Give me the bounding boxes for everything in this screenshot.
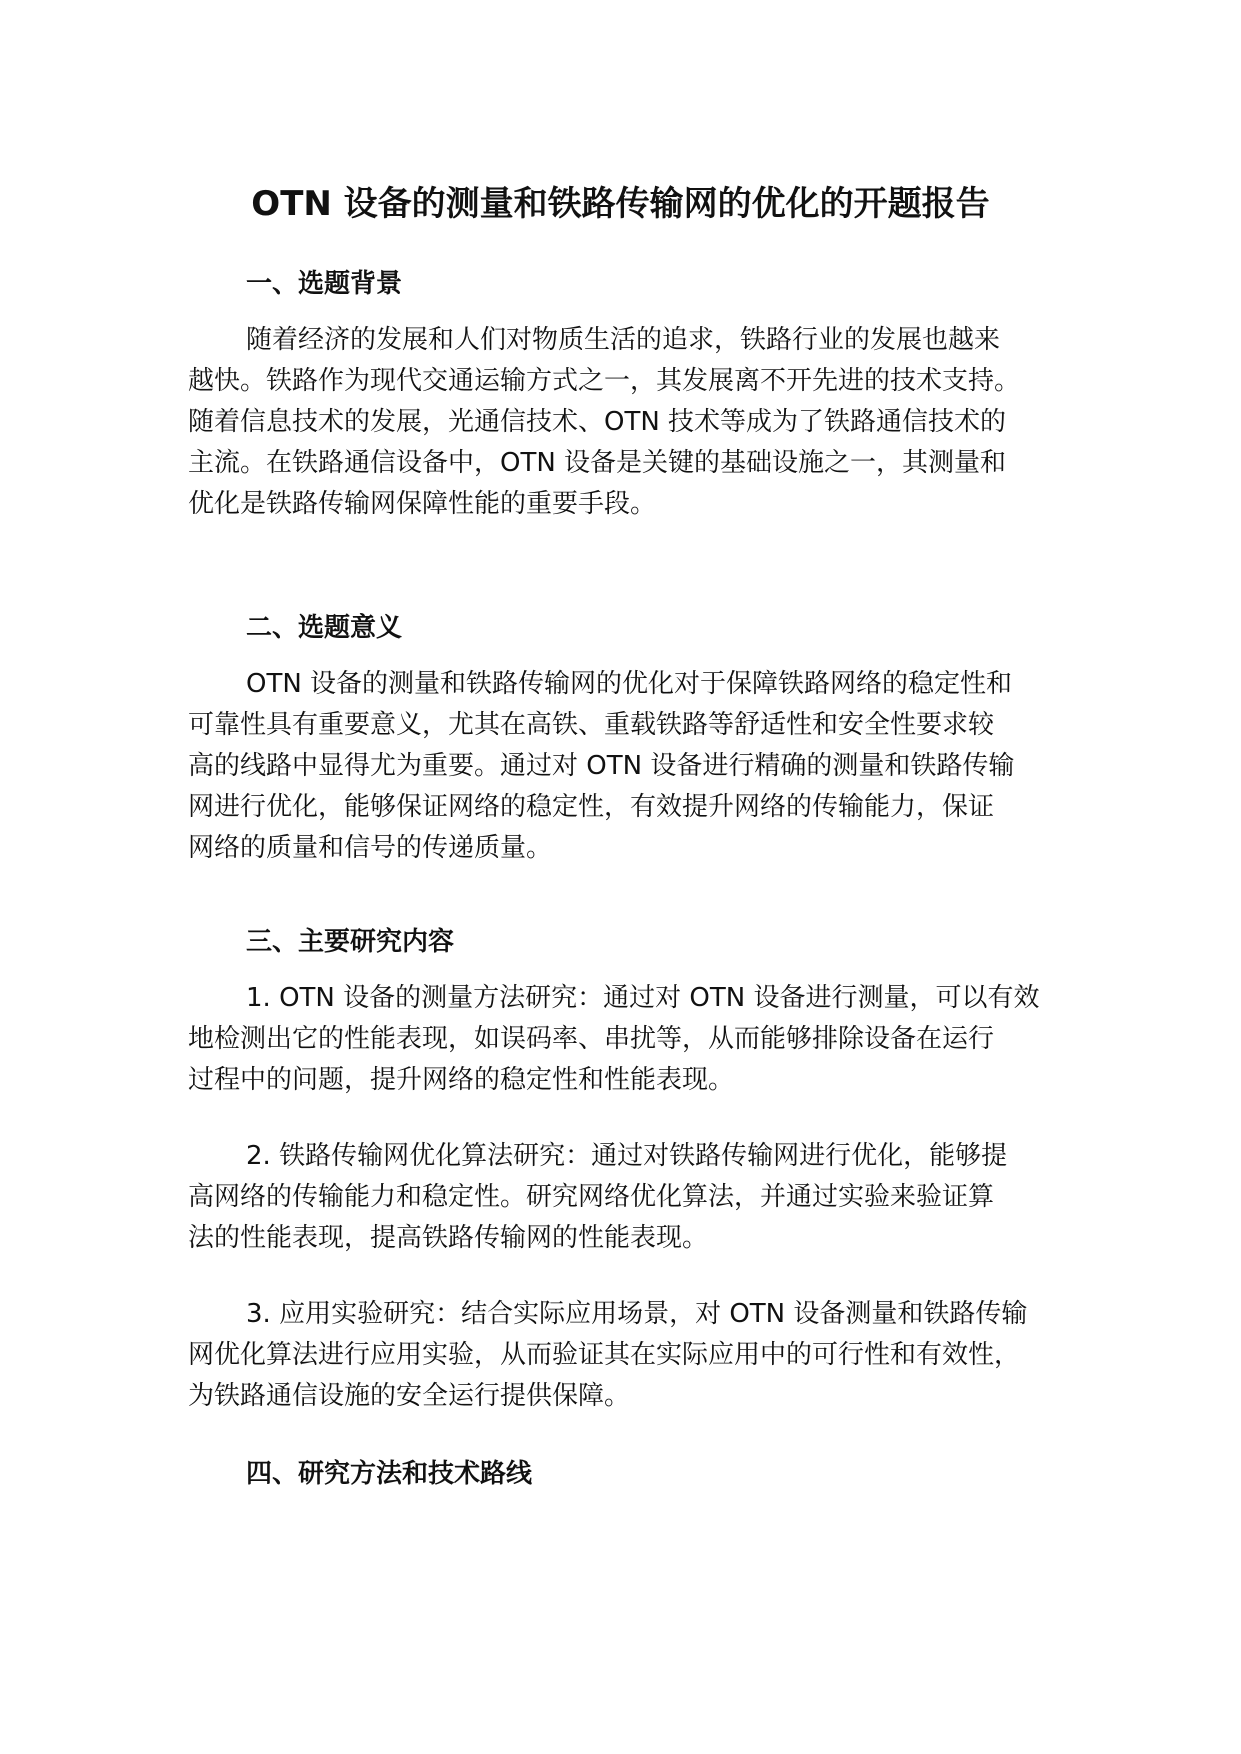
section-heading-significance: 二、选题意义	[246, 613, 403, 643]
paragraph-background	[188, 320, 1020, 525]
paragraph-research-item-1	[188, 978, 1039, 1101]
paragraph-line: 优化是铁路传输网保障性能的重要手段。	[188, 489, 657, 519]
section-heading-methods: 四、研究方法和技术路线	[246, 1459, 533, 1489]
paragraph-line: 可靠性具有重要意义，尤其在高铁、重载铁路等舒适性和安全性要求较	[188, 710, 995, 740]
paragraph-line: 地检测出它的性能表现，如误码率、串扰等，从而能够排除设备在运行	[188, 1024, 995, 1054]
paragraph-line: 3. 应用实验研究：结合实际应用场景，对 OTN 设备测量和铁路传输	[246, 1299, 1028, 1329]
paragraph-line: 网络的质量和信号的传递质量。	[188, 833, 553, 863]
paragraph-line: 随着信息技术的发展，光通信技术、OTN 技术等成为了铁路通信技术的	[188, 407, 1007, 437]
paragraph-research-item-3	[188, 1294, 1027, 1417]
paragraph-line: 主流。在铁路通信设备中，OTN 设备是关键的基础设施之一，其测量和	[188, 448, 1007, 478]
paragraph-line: 高网络的传输能力和稳定性。研究网络优化算法，并通过实验来验证算	[188, 1182, 995, 1212]
paragraph-line: OTN 设备的测量和铁路传输网的优化对于保障铁路网络的稳定性和	[246, 669, 1013, 699]
paragraph-line: 过程中的问题，提升网络的稳定性和性能表现。	[188, 1065, 735, 1095]
paragraph-line: 1. OTN 设备的测量方法研究：通过对 OTN 设备进行测量，可以有效	[246, 983, 1040, 1013]
paragraph-line: 2. 铁路传输网优化算法研究：通过对铁路传输网进行优化，能够提	[246, 1141, 1008, 1171]
paragraph-line: 高的线路中显得尤为重要。通过对 OTN 设备进行精确的测量和铁路传输	[188, 751, 1015, 781]
paragraph-line: 随着经济的发展和人们对物质生活的追求，铁路行业的发展也越来	[246, 325, 1001, 355]
paragraph-significance	[188, 664, 1014, 869]
paragraph-research-item-2	[188, 1136, 1007, 1259]
paragraph-line: 网优化算法进行应用实验，从而验证其在实际应用中的可行性和有效性，	[188, 1340, 1021, 1370]
paragraph-line: 越快。铁路作为现代交通运输方式之一，其发展离不开先进的技术支持。	[188, 366, 1021, 396]
paragraph-line: 法的性能表现，提高铁路传输网的性能表现。	[188, 1223, 709, 1253]
section-heading-background: 一、选题背景	[246, 269, 403, 299]
section-heading-research-content: 三、主要研究内容	[246, 927, 455, 957]
paragraph-line: 为铁路通信设施的安全运行提供保障。	[188, 1381, 631, 1411]
paragraph-line: 网进行优化，能够保证网络的稳定性，有效提升网络的传输能力，保证	[188, 792, 995, 822]
document-title: OTN 设备的测量和铁路传输网的优化的开题报告	[251, 184, 990, 224]
